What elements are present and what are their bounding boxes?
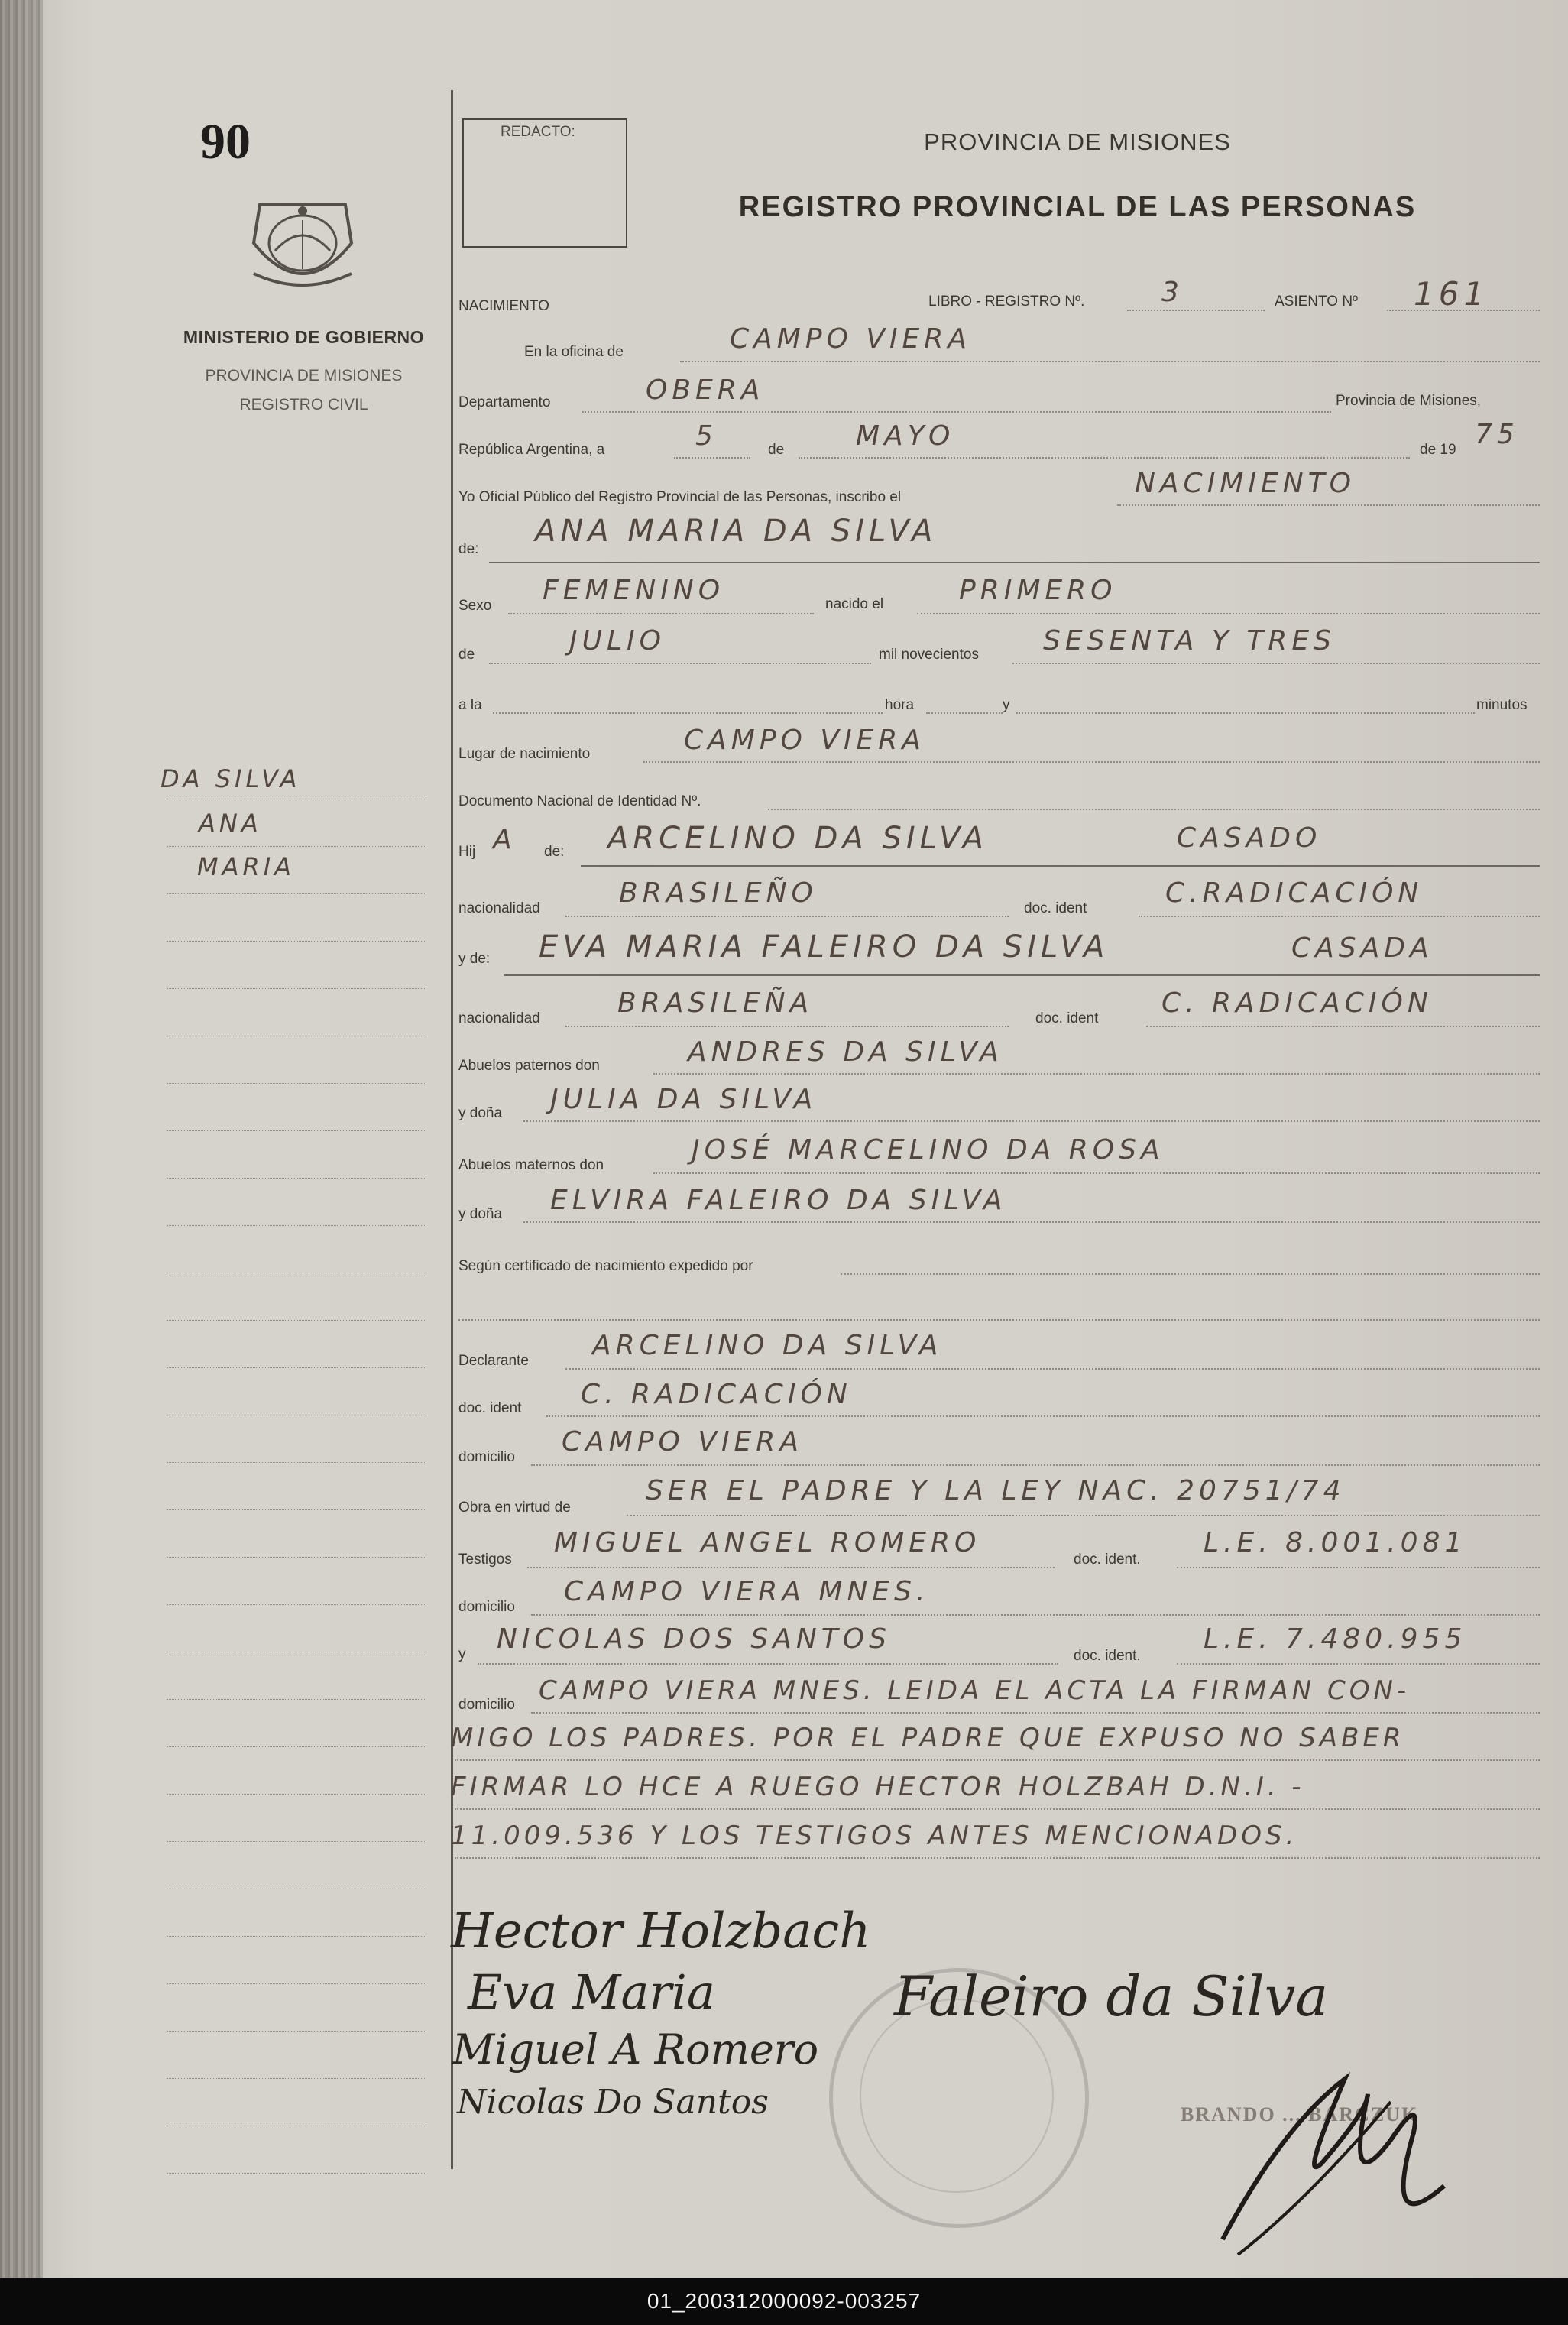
margin-surname: DA SILVA [160, 764, 301, 793]
lugar-label: Lugar de nacimiento [458, 746, 591, 762]
margin-ruled-line [167, 1462, 425, 1463]
obra-label: Obra en virtud de [458, 1500, 571, 1516]
abuela-mat-label: y doña [458, 1206, 503, 1222]
abuelo-pat-line [653, 1073, 1540, 1075]
margin-ruled-line [167, 1130, 425, 1131]
decl-dom-label: domicilio [458, 1449, 515, 1465]
madre-nac-label: nacionalidad [458, 1010, 540, 1026]
acto-value: NACIMIENTO [1135, 468, 1356, 499]
testigo2-dom-label: domicilio [458, 1697, 515, 1713]
year-label: de 19 [1420, 442, 1456, 458]
day-value: 5 [695, 420, 718, 452]
certificado-line-2 [458, 1319, 1540, 1321]
padre-nac-line [565, 916, 1009, 917]
abuelo-mat-line [653, 1172, 1540, 1174]
obs-line-1-text: CAMPO VIERA MNES. LEIDA EL ACTA LA FIRMAN CON- [539, 1675, 1411, 1706]
declarante-value: ARCELINO DA SILVA [592, 1330, 943, 1361]
padre-line [581, 865, 1540, 867]
padre-nac-label: nacionalidad [458, 900, 540, 916]
margin-ruled-line [167, 893, 425, 894]
margin-firstname: ANA [199, 809, 262, 838]
obs-line-2 [455, 1759, 1540, 1761]
ala-line [493, 712, 883, 714]
madre-nac-value: BRASILEÑA [617, 987, 814, 1019]
anio-line [1012, 663, 1540, 664]
libro-line [1127, 310, 1265, 311]
image-id-footer: 01_200312000092-003257 [0, 2278, 1568, 2325]
hora-label: hora [885, 697, 915, 713]
lugar-value: CAMPO VIERA [684, 725, 925, 756]
nacimiento-label: NACIMIENTO [458, 298, 549, 314]
signature-eva-maria: Eva Maria [468, 1964, 715, 2020]
obra-line [627, 1515, 1540, 1516]
padre-de-label: de: [544, 844, 565, 860]
declarante-line [565, 1368, 1540, 1370]
testigo1-line [527, 1567, 1055, 1568]
mes-line [489, 663, 871, 664]
month-line [799, 457, 1410, 459]
signature-faleiro-da-silva: Faleiro da Silva [894, 1964, 1329, 2028]
anio-nac-value: SESENTA Y TRES [1043, 625, 1336, 657]
abuela-mat-value: ELVIRA FALEIRO DA SILVA [550, 1185, 1007, 1216]
decl-dom-value: CAMPO VIERA [562, 1426, 803, 1458]
obs-line-2-text: MIGO LOS PADRES. POR EL PADRE QUE EXPUSO NO SABER [451, 1723, 1405, 1753]
departamento-label: Departamento [458, 394, 551, 410]
decl-dom-line [531, 1464, 1540, 1466]
acto-line [1117, 504, 1540, 506]
testigo2-line [478, 1663, 1058, 1665]
registrar-name-stamp: BRANDO ... BARCZUK [1181, 2103, 1419, 2126]
asiento-value: 161 [1414, 275, 1489, 313]
provincia-label: Provincia de Misiones, [1336, 393, 1482, 409]
padre-estado: CASADO [1177, 822, 1322, 854]
mes-nac-value: JULIO [569, 625, 666, 657]
year-value: 75 [1475, 419, 1519, 450]
oficina-label: En la oficina de [524, 344, 624, 360]
nacido-line [917, 613, 1540, 614]
abuelo-pat-value: ANDRES DA SILVA [688, 1036, 1003, 1068]
day-line [674, 457, 750, 459]
signature-hector-holzbach: Hector Holzbach [451, 1903, 871, 1960]
nombre-line [489, 562, 1540, 563]
madre-doc-line [1146, 1026, 1540, 1027]
province-title: PROVINCIA DE MISIONES [924, 128, 1231, 155]
documento-line [768, 809, 1540, 810]
margin-ruled-line [167, 2173, 425, 2174]
obs-line-4 [455, 1857, 1540, 1859]
month-de-label: de [768, 442, 785, 458]
nacido-value: PRIMERO [959, 575, 1117, 606]
margin-ruled-line [167, 1699, 425, 1700]
testigo2-y-label: y [458, 1646, 466, 1662]
madre-line [504, 974, 1540, 976]
republica-label: República Argentina, a [458, 442, 605, 458]
month-value: MAYO [856, 420, 955, 452]
mil-label: mil novecientos [879, 647, 979, 663]
obra-value: SER EL PADRE Y LA LEY NAC. 20751/74 [646, 1475, 1346, 1506]
departamento-line [582, 411, 1331, 413]
minutos-line [1016, 712, 1475, 714]
testigo1-doc-line [1177, 1567, 1540, 1568]
margin-ruled-line [167, 1083, 425, 1084]
abuelos-mat-label: Abuelos maternos don [458, 1157, 604, 1173]
ministry-title: MINISTERIO DE GOBIERNO [183, 327, 425, 347]
decl-doc-label: doc. ident [458, 1400, 522, 1416]
padre-doc-label: doc. ident [1024, 900, 1087, 916]
oficina-value: CAMPO VIERA [730, 323, 971, 355]
margin-ruled-line [167, 988, 425, 989]
testigo1-dom-label: domicilio [458, 1599, 515, 1615]
margin-ruled-line [167, 2078, 425, 2079]
margin-ruled-line [167, 1178, 425, 1179]
obs-line-3 [455, 1808, 1540, 1810]
sexo-label: Sexo [458, 598, 492, 614]
libro-label: LIBRO - REGISTRO Nº. [928, 293, 1085, 310]
margin-ruled-line [167, 1794, 425, 1795]
margin-ruled-line [167, 1936, 425, 1937]
declarante-label: Declarante [458, 1353, 529, 1369]
nombre-value: ANA MARIA DA SILVA [535, 514, 938, 549]
abuelo-mat-value: JOSÉ MARCELINO DA ROSA [692, 1134, 1165, 1166]
ala-label: a la [458, 697, 482, 713]
abuela-mat-line [523, 1221, 1540, 1223]
signature-miguel-romero: Miguel A Romero [452, 2025, 819, 2074]
province-subtitle: PROVINCIA DE MISIONES [205, 367, 403, 384]
madre-nac-line [565, 1026, 1009, 1027]
testigo2-doc-label: doc. ident. [1074, 1648, 1141, 1664]
margin-ruled-line [167, 1557, 425, 1558]
obs-line-4-text: 11.009.536 Y LOS TESTIGOS ANTES MENCIONADOS. [451, 1821, 1298, 1851]
hij-label: Hij [458, 844, 476, 860]
official-flourish-signature [1192, 2048, 1513, 2278]
decl-doc-value: C. RADICACIÓN [581, 1379, 852, 1410]
madre-doc-value: C. RADICACIÓN [1161, 987, 1433, 1019]
padre-doc-line [1139, 916, 1540, 917]
oficina-line [680, 361, 1540, 362]
sexo-line [508, 613, 814, 614]
margin-ruled-line [167, 1225, 425, 1226]
testigo2-value: NICOLAS DOS SANTOS [497, 1623, 891, 1655]
certificado-label: Según certificado de nacimiento expedido por [458, 1258, 753, 1274]
padre-nac-value: BRASILEÑO [619, 877, 818, 909]
mes-de-label: de [458, 647, 475, 663]
libro-value: 3 [1161, 277, 1184, 308]
redacto-label: REDACTO: [501, 124, 575, 140]
margin-ruled-line [167, 1320, 425, 1321]
minutos-label: minutos [1476, 697, 1528, 713]
margin-ruled-line [167, 1746, 425, 1747]
testigo1-value: MIGUEL ANGEL ROMERO [554, 1527, 981, 1558]
hora-y-label: y [1003, 697, 1010, 713]
coat-of-arms-icon [245, 190, 361, 303]
sexo-value: FEMENINO [543, 575, 725, 606]
book-spine [0, 0, 43, 2278]
madre-value: EVA MARIA FALEIRO DA SILVA [539, 929, 1110, 965]
abuela-pat-line [523, 1120, 1540, 1122]
registry-subtitle: REGISTRO CIVIL [239, 396, 368, 413]
testigos-label: Testigos [458, 1552, 512, 1568]
margin-middlename: MARIA [197, 852, 296, 881]
madre-de-label: y de: [458, 951, 491, 967]
obs-line-3-text: FIRMAR LO HCE A RUEGO HECTOR HOLZBAH D.N.I. - [451, 1772, 1305, 1802]
testigo2-doc-line [1177, 1663, 1540, 1665]
column-divider [451, 90, 453, 2169]
signature-nicolas-dos-santos: Nicolas Do Santos [457, 2083, 769, 2122]
testigo1-dom-line [531, 1614, 1540, 1616]
margin-ruled-line [167, 2031, 425, 2032]
madre-estado: CASADA [1291, 932, 1434, 964]
margin-ruled-line [167, 1509, 425, 1510]
abuela-pat-value: JULIA DA SILVA [550, 1084, 818, 1115]
registry-title: REGISTRO PROVINCIAL DE LAS PERSONAS [738, 191, 1417, 223]
decl-doc-line [546, 1415, 1540, 1417]
certificado-line [841, 1273, 1540, 1275]
obs-line-1 [531, 1712, 1540, 1714]
padre-doc-value: C.RADICACIÓN [1165, 877, 1424, 909]
asiento-label: ASIENTO Nº [1275, 293, 1358, 310]
margin-ruled-line [167, 846, 425, 847]
hij-value: A [493, 824, 517, 855]
abuela-pat-label: y doña [458, 1105, 503, 1121]
margin-ruled-line [167, 1841, 425, 1842]
oficial-text: Yo Oficial Público del Registro Provincial de las Personas, inscribo el [458, 489, 902, 505]
margin-ruled-line [167, 1367, 425, 1368]
margin-ruled-line [167, 1604, 425, 1605]
testigo1-doc-label: doc. ident. [1074, 1552, 1141, 1568]
testigo1-dom-value: CAMPO VIERA MNES. [564, 1576, 930, 1607]
departamento-value: OBERA [646, 375, 765, 406]
documento-label: Documento Nacional de Identidad Nº. [458, 793, 701, 809]
nombre-de-label: de: [458, 541, 479, 557]
lugar-line [643, 761, 1540, 763]
margin-ruled-line [167, 1983, 425, 1984]
page-number: 90 [200, 114, 251, 170]
padre-value: ARCELINO DA SILVA [607, 821, 989, 856]
madre-doc-label: doc. ident [1035, 1010, 1099, 1026]
abuelos-pat-label: Abuelos paternos don [458, 1058, 600, 1074]
margin-ruled-line [167, 941, 425, 942]
hora-line [926, 712, 1003, 714]
testigo1-doc-value: L.E. 8.001.081 [1204, 1527, 1467, 1558]
testigo2-doc-value: L.E. 7.480.955 [1204, 1623, 1467, 1655]
nacido-label: nacido el [825, 596, 884, 612]
